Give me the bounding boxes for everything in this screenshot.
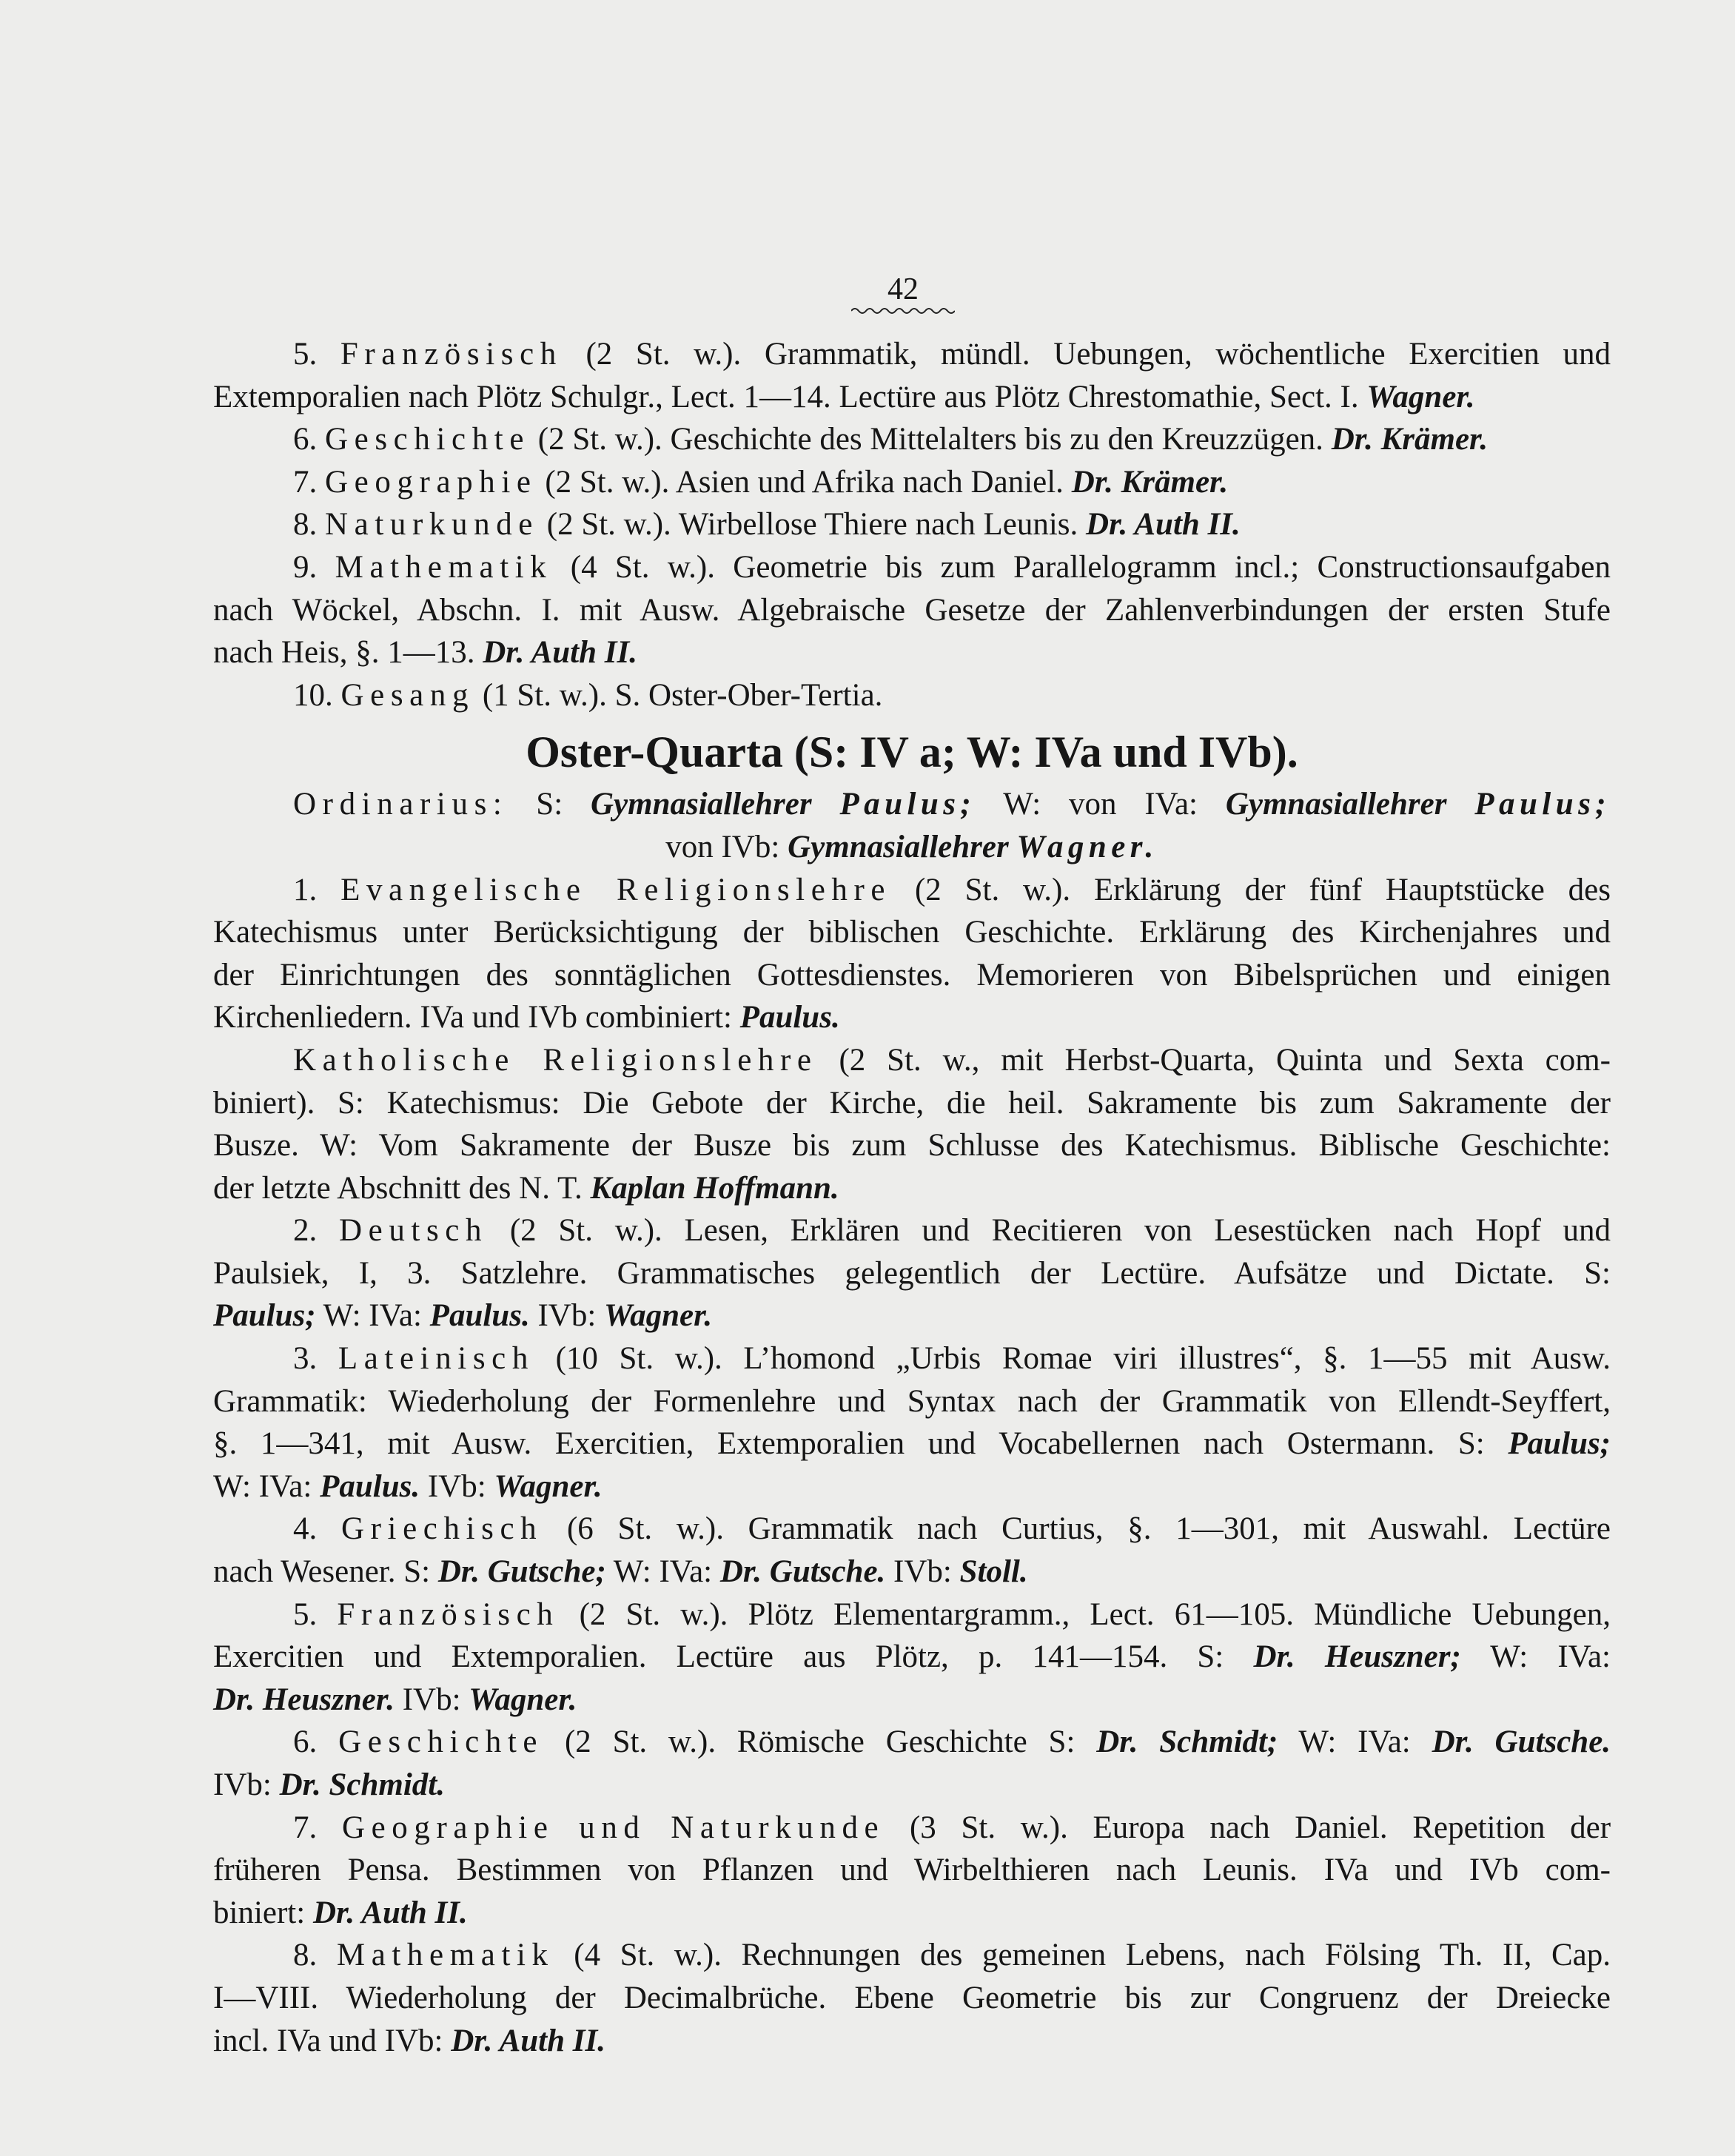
item-geonat: 7. Geographie und Naturkunde (3 St. w.). Europa nach Daniel. Repetition der [293, 1810, 1611, 1845]
item-latein-4: W: IVa: Paulus. IVb: Wagner. [213, 1468, 603, 1504]
item-griechisch-2: nach Wesener. S: Dr. Gutsche; W: IVa: Dr. Gutsche. IVb: Stoll. [213, 1554, 1028, 1590]
paragraph-franzoesisch-top: 5. Französisch (2 St. w.). Grammatik, mündl. Uebungen, wöchentliche Exercitien und [293, 337, 1611, 372]
item-franzoesisch-3: Dr. Heuszner. IVb: Wagner. [213, 1682, 577, 1717]
item-mathematik-3: incl. IVa und IVb: Dr. Auth II. [213, 2023, 605, 2058]
item-mathematik-2: I—VIII. Wiederholung der Decimalbrüche. Ebene Geometrie bis zur Congruenz der Dreiecke [213, 1980, 1611, 2015]
item-deutsch: 2. Deutsch (2 St. w.). Lesen, Erklären und Recitieren von Lesestücken nach Hopf und [293, 1213, 1611, 1249]
item-deutsch-2: Paulsiek, I, 3. Satzlehre. Grammatisches gelegentlich der Lectüre. Aufsätze und Dictate. S: [213, 1255, 1611, 1291]
ordinarius-line-2: von IVb: Gymnasiallehrer Wagner. [665, 829, 1158, 864]
document-body [213, 333, 1611, 2062]
item-geonat-2: früheren Pensa. Bestimmen von Pflanzen und Wirbelthieren nach Leunis. IVa und IVb com- [213, 1853, 1611, 1888]
item-deutsch-3: Paulus; W: IVa: Paulus. IVb: Wagner. [213, 1298, 713, 1334]
paragraph-mathematik-top-3: nach Heis, §. 1—13. Dr. Auth II. [213, 635, 637, 671]
item-latein-2: Grammatik: Wiederholung der Formenlehre und Syntax nach der Grammatik von Ellendt-Seyffert, [213, 1383, 1611, 1419]
paragraph-mathematik-top: 9. Mathematik (4 St. w.). Geometrie bis zum Parallelogramm incl.; Constructionsaufgaben [293, 549, 1611, 585]
item-evangelisch-3: der Einrichtungen des sonntäglichen Gottesdienstes. Memorieren von Bibelsprüchen und einigen [213, 957, 1611, 993]
paragraph-gesang-top: 10. Gesang (1 St. w.). S. Oster-Ober-Tertia. [293, 677, 883, 713]
item-geschichte: 6. Geschichte (2 St. w.). Römische Geschichte S: Dr. Schmidt; W: IVa: Dr. Gutsche. [293, 1725, 1611, 1760]
item-evangelisch-2: Katechismus unter Berücksichtigung der biblischen Geschichte. Erklärung des Kirchenjahres und [213, 915, 1611, 950]
item-katholisch-4: der letzte Abschnitt des N. T. Kaplan Hoffmann. [213, 1170, 839, 1206]
item-geschichte-2: IVb: Dr. Schmidt. [213, 1767, 445, 1802]
wavy-underline [851, 306, 955, 316]
paragraph-mathematik-top-2: nach Wöckel, Abschn. I. mit Ausw. Algebraische Gesetze der Zahlenverbindungen der ersten Stufe [213, 592, 1611, 628]
section-heading: Oster-Quarta (S: IV a; W: IVa und IVb). [526, 728, 1298, 777]
paragraph-geschichte-top: 6. Geschichte (2 St. w.). Geschichte des Mittelalters bis zu den Kreuzzügen. Dr. Krämer. [293, 422, 1489, 457]
item-griechisch: 4. Griechisch (6 St. w.). Grammatik nach Curtius, §. 1—301, mit Auswahl. Lectüre [293, 1511, 1611, 1547]
page-number: 42 [851, 270, 955, 309]
item-evangelisch: 1. Evangelische Religionslehre (2 St. w.). Erklärung der fünf Hauptstücke des [293, 872, 1611, 907]
item-franzoesisch: 5. Französisch (2 St. w.). Plötz Elementargramm., Lect. 61—105. Mündliche Uebungen, [293, 1596, 1611, 1632]
item-katholisch-2: biniert). S: Katechismus: Die Gebote der Kirche, die heil. Sakramente bis zum Sakramente der [213, 1085, 1611, 1121]
item-katholisch-3: Busze. W: Vom Sakramente der Busze bis zum Schlusse des Katechismus. Biblische Geschichte: [213, 1128, 1611, 1163]
item-katholisch: Katholische Religionslehre (2 St. w., mit Herbst-Quarta, Quinta und Sexta com- [293, 1042, 1611, 1078]
paragraph-franzoesisch-top-2: Extemporalien nach Plötz Schulgr., Lect. 1—14. Lectüre aus Plötz Chrestomathie, Sect. I. Wagner. [213, 379, 1475, 414]
item-evangelisch-4: Kirchenliedern. IVa und IVb combiniert: Paulus. [213, 1000, 840, 1035]
item-mathematik: 8. Mathematik (4 St. w.). Rechnungen des gemeinen Lebens, nach Fölsing Th. II, Cap. [293, 1938, 1611, 1973]
paragraph-geographie-top: 7. Geographie (2 St. w.). Asien und Afrika nach Daniel. Dr. Krämer. [293, 464, 1229, 500]
paragraph-naturkunde-top: 8. Naturkunde (2 St. w.). Wirbellose Thiere nach Leunis. Dr. Auth II. [293, 507, 1241, 543]
item-latein: 3. Lateinisch (10 St. w.). L’homond „Urbis Romae viri illustres“, §. 1—55 mit Ausw. [293, 1341, 1611, 1377]
item-franzoesisch-2: Exercitien und Extemporalien. Lectüre aus Plötz, p. 141—154. S: Dr. Heuszner; W: IVa: [213, 1639, 1611, 1675]
item-geonat-3: biniert: Dr. Auth II. [213, 1895, 468, 1930]
item-latein-3: §. 1—341, mit Ausw. Exercitien, Extemporalien und Vocabellernen nach Ostermann. S: Paulus; [213, 1426, 1611, 1462]
ordinarius-line-1: Ordinarius: S: Gymnasiallehrer Paulus; W: von IVa: Gymnasiallehrer Paulus; [293, 787, 1611, 822]
